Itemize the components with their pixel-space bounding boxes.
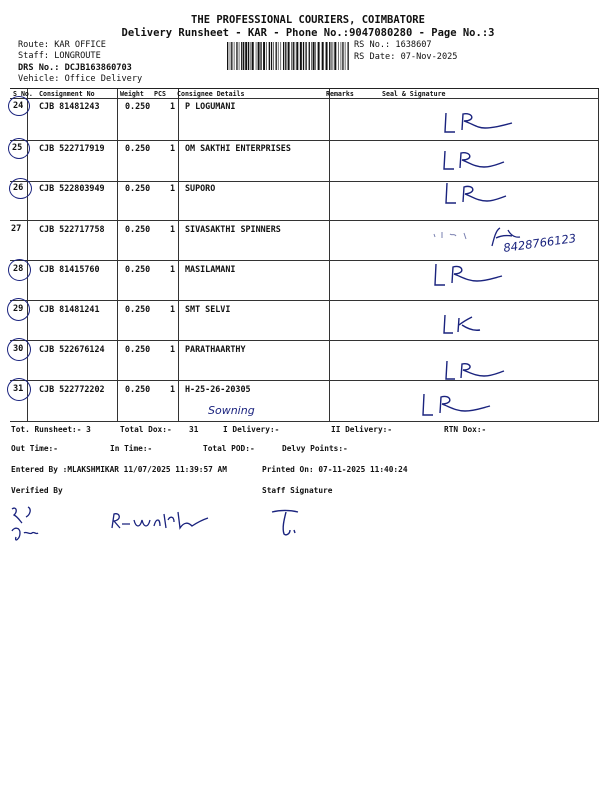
col-header-sno: S No. [13, 90, 33, 98]
row-sno: 28 [13, 264, 24, 274]
barcode-bar [283, 42, 284, 70]
handwritten-signature [440, 111, 520, 135]
row-consignment: CJB 81481241 [39, 304, 100, 314]
col-header-consignment: Consignment No [39, 90, 95, 98]
row-divider [10, 140, 599, 141]
col-divider [27, 89, 28, 422]
row-pcs: 1 [170, 264, 176, 274]
col-header-remarks: Remarks [326, 90, 354, 98]
barcode-bar [295, 42, 296, 70]
verifier-initials-signature [8, 503, 48, 549]
row-pcs: 1 [170, 183, 176, 193]
row-weight: 0.250 [125, 264, 151, 274]
total-dox-label: Total Dox:- [120, 425, 172, 434]
barcode-bar [309, 42, 310, 70]
barcode-bar [345, 42, 346, 70]
handwritten-signature [440, 313, 510, 337]
barcode-bar [331, 42, 332, 70]
handwritten-signature [430, 261, 510, 289]
row-sno: 24 [13, 101, 24, 111]
row-consignee: H-25-26-20305 [185, 384, 251, 394]
barcode-bar [276, 42, 277, 70]
handwritten-phone: 8428766123 [502, 230, 577, 255]
row-sno: 25 [12, 143, 23, 153]
barcode-bar [258, 42, 260, 70]
row-consignment: CJB 81415760 [39, 264, 100, 274]
col-header-consignee: Consignee Details [177, 90, 245, 98]
header-divider [10, 98, 599, 99]
row-consignee: SUPORO [185, 183, 216, 193]
col-header-weight: Weight [120, 90, 144, 98]
barcode-bar [263, 42, 265, 70]
barcode-bar [326, 42, 328, 70]
barcode-bar [256, 42, 257, 70]
barcode-bar [243, 42, 244, 70]
col-divider [117, 89, 118, 422]
row-pcs: 1 [170, 384, 176, 394]
pen-circle-mark [8, 96, 30, 116]
total-pod-label: Total POD:- [203, 444, 255, 453]
row-weight: 0.250 [125, 304, 151, 314]
rtn-dox-label: RTN Dox:- [444, 425, 487, 434]
entered-by: Entered By :MLAKSHMIKAR 11/07/2025 11:39:57 AM [11, 465, 227, 474]
barcode-bar [271, 42, 272, 70]
staff-label: Staff: LONGROUTE [18, 51, 101, 61]
row-sno: 27 [11, 224, 22, 234]
row-sno: 31 [13, 384, 24, 394]
handwritten-note-text: Sowning [208, 404, 255, 417]
barcode-bar [266, 42, 267, 70]
handwritten-signature [418, 391, 498, 419]
barcode-bar [285, 42, 286, 70]
row-weight: 0.250 [125, 101, 151, 111]
barcode-bar [322, 42, 324, 70]
barcode-bar [338, 42, 339, 70]
barcode-bar [329, 42, 330, 70]
barcode-bar [239, 42, 240, 70]
barcode-bar [333, 42, 334, 70]
pen-circle-mark [7, 378, 31, 401]
company-title: THE PROFESSIONAL COURIERS, COIMBATORE [191, 14, 425, 26]
barcode-bar [280, 42, 281, 70]
barcode-image [227, 42, 350, 70]
rs-number: RS No.: 1638607 [354, 40, 432, 50]
barcode-bar [341, 42, 342, 70]
runsheet-table [10, 88, 599, 422]
row-pcs: 1 [170, 143, 176, 153]
barcode-bar [296, 42, 298, 70]
row-consignee: OM SAKTHI ENTERPRISES [185, 143, 291, 153]
pen-circle-mark [9, 178, 32, 199]
row-pcs: 1 [170, 344, 176, 354]
route-label: Route: KAR OFFICE [18, 40, 106, 50]
barcode-bar [305, 42, 306, 70]
barcode-bar [300, 42, 302, 70]
row-consignment: CJB 522772202 [39, 384, 105, 394]
barcode-bar [251, 42, 252, 70]
barcode-bar [234, 42, 235, 70]
row-pcs: 1 [170, 304, 176, 314]
barcode-bar [278, 42, 279, 70]
barcode-bar [248, 42, 249, 70]
barcode-bar [311, 42, 312, 70]
row-weight: 0.250 [125, 183, 151, 193]
row-weight: 0.250 [125, 224, 151, 234]
barcode-bar [260, 42, 261, 70]
pen-circle-mark [7, 298, 30, 321]
row-weight: 0.250 [125, 344, 151, 354]
barcode-bar [245, 42, 247, 70]
col-divider [178, 89, 179, 422]
barcode-bar [230, 42, 231, 70]
handwritten-scribble [430, 224, 490, 250]
row-consignment: CJB 522676124 [39, 344, 105, 354]
handwritten-signature [440, 149, 510, 173]
row-weight: 0.250 [125, 143, 151, 153]
handwritten-signature [442, 181, 512, 207]
row-consignment: CJB 81481243 [39, 101, 100, 111]
col-header-pcs: PCS [154, 90, 166, 98]
barcode-bar [293, 42, 294, 70]
in-time-label: In Time:- [110, 444, 153, 453]
barcode-bar [334, 42, 336, 70]
row-consignment: CJB 522803949 [39, 183, 105, 193]
barcode-bar [347, 42, 348, 70]
row-weight: 0.250 [125, 384, 151, 394]
verifier-full-signature [108, 508, 218, 538]
i-delivery-label: I Delivery:- [223, 425, 280, 434]
col-header-seal: Seal & Signature [382, 90, 446, 98]
barcode-bar [227, 42, 228, 70]
barcode-bar [241, 42, 242, 70]
rs-date: RS Date: 07-Nov-2025 [354, 52, 458, 62]
row-pcs: 1 [170, 224, 176, 234]
table-bottom-border [10, 421, 599, 422]
row-consignee: MASILAMANI [185, 264, 236, 274]
staff-signature-label: Staff Signature [262, 486, 333, 495]
barcode-bar [291, 42, 292, 70]
row-pcs: 1 [170, 101, 176, 111]
vehicle-label: Vehicle: Office Delivery [18, 74, 143, 84]
barcode-bar [342, 42, 343, 70]
barcode-bar [303, 42, 304, 70]
verified-by-label: Verified By [11, 486, 63, 495]
drs-number: DRS No.: DCJB163860703 [18, 63, 132, 73]
pen-circle-mark [7, 338, 31, 361]
printed-on: Printed On: 07-11-2025 11:40:24 [262, 465, 408, 474]
total-runsheet: Tot. Runsheet:- 3 [11, 425, 91, 434]
handwritten-note [206, 397, 286, 421]
row-consignee: SMT SELVI [185, 304, 231, 314]
row-divider [10, 300, 599, 301]
pen-circle-mark [8, 259, 31, 281]
handwritten-phone-signature [486, 224, 596, 254]
row-divider [10, 220, 599, 221]
col-divider [329, 89, 330, 422]
row-sno: 26 [13, 183, 24, 193]
barcode-bar [318, 42, 320, 70]
row-consignment: CJB 522717758 [39, 224, 105, 234]
row-consignment: CJB 522717919 [39, 143, 105, 153]
row-consignee: P LOGUMANI [185, 101, 236, 111]
barcode-bar [313, 42, 315, 70]
barcode-bar [252, 42, 254, 70]
barcode-bar [288, 42, 290, 70]
total-dox-value: 31 [189, 425, 199, 434]
staff-signature-mark [268, 506, 308, 538]
barcode-bar [236, 42, 237, 70]
barcode-bar [315, 42, 316, 70]
col-divider [598, 89, 599, 422]
delivery-points-label: Delvy Points:- [282, 444, 348, 453]
barcode-bar [231, 42, 232, 70]
out-time-label: Out Time:- [11, 444, 58, 453]
ii-delivery-label: II Delivery:- [331, 425, 393, 434]
row-divider [10, 260, 599, 261]
barcode-bar [269, 42, 270, 70]
row-divider [10, 340, 599, 341]
runsheet-subtitle: Delivery Runsheet - KAR - Phone No.:9047080280 - Page No.:3 [121, 27, 495, 39]
handwritten-signature [442, 359, 512, 383]
row-sno: 30 [13, 344, 24, 354]
pen-circle-mark [8, 138, 30, 159]
barcode-bar [273, 42, 274, 70]
row-consignee: PARATHAARTHY [185, 344, 246, 354]
row-consignee: SIVASAKTHI SPINNERS [185, 224, 281, 234]
row-sno: 29 [13, 304, 24, 314]
